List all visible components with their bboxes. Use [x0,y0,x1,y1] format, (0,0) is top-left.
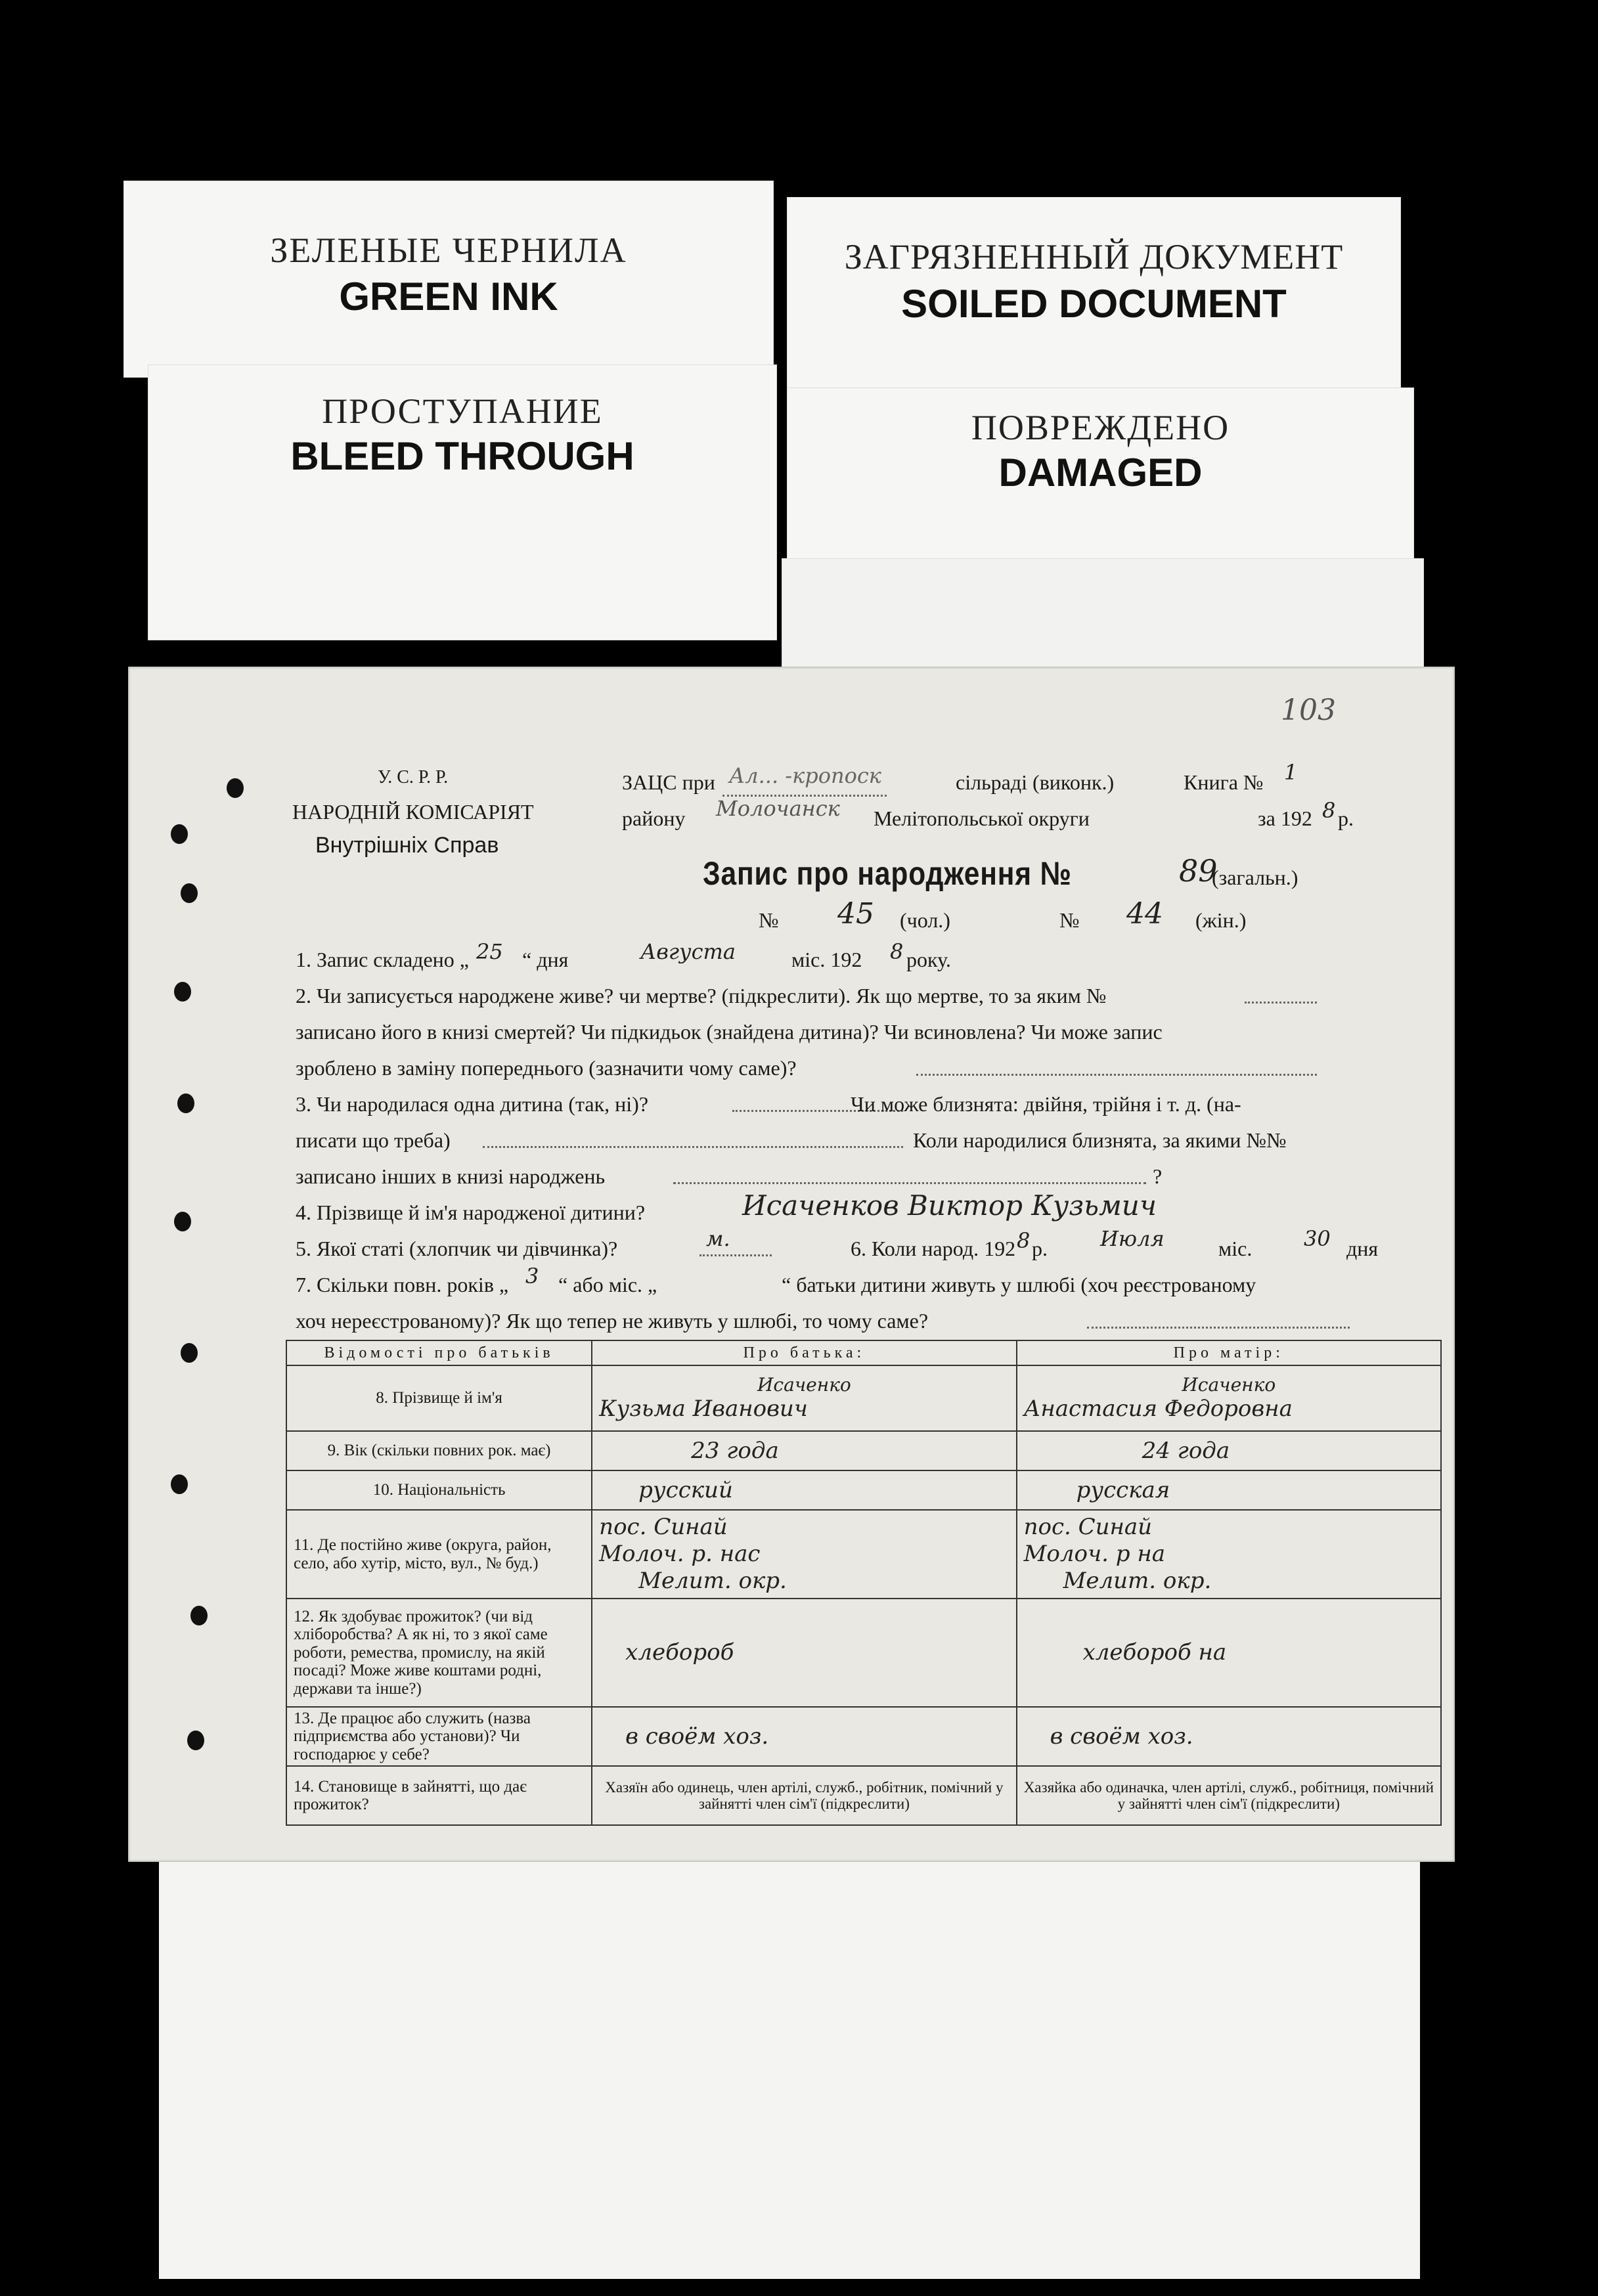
zhin-label: (жін.) [1195,908,1247,932]
card-label-ru: ЗАГРЯЗНЕННЫЙ ДОКУМЕНТ [844,237,1344,276]
card-label-ru: ПРОСТУПАНИЕ [322,391,603,431]
mother-cell [1017,1470,1441,1510]
notice-card-bleed-through [148,364,777,640]
binding-hole [174,982,191,1002]
line3-text-a-right: Чи може близнята: двійня, трійня і т. д. (на- [851,1092,1241,1116]
dotted-line [699,1254,772,1256]
record-number: 89 [1179,853,1218,889]
binding-hole [174,1212,191,1231]
year-suffix: р. [1338,806,1354,830]
dotted-line [1087,1327,1350,1329]
line4-label: 4. Прізвище й ім'я народженої дитини? [296,1201,646,1224]
table-row [286,1470,1441,1510]
raion-value: Молочанск [716,796,840,821]
binding-hole [181,1343,198,1363]
notice-card-soiled [787,197,1401,394]
chol-no-label: № [759,908,779,932]
card-label-ru: ПОВРЕЖДЕНО [971,408,1230,447]
zhin-number: 44 [1126,897,1163,931]
binding-hole [177,1093,194,1113]
row-label: 10. Національність [286,1470,592,1510]
father-nationality: русский [638,1476,733,1503]
birth-month: Июля [1100,1226,1165,1251]
binding-hole [181,883,198,903]
father-cell [592,1599,1016,1707]
father-address-line: Мелит. окр. [638,1567,787,1594]
line1-year-label: міс. 192 [791,948,862,971]
father-address-line: Молоч. р. нас [599,1541,761,1568]
mother-nationality: русская [1076,1476,1170,1503]
father-name: Кузьма Иванович [599,1396,808,1423]
line3-text-c: записано інших в книзі народжень [296,1164,606,1188]
record-month: Августа [640,939,736,964]
line6-day-label: дня [1346,1237,1379,1260]
mother-age: 24 года [1142,1437,1230,1464]
binding-hole [190,1606,208,1625]
father-cell [592,1510,1016,1599]
row-label: 14. Становище в зайнятті, що дає прожиток? [286,1766,592,1825]
year-label: за 192 [1258,806,1312,830]
mother-address-line: пос. Синай [1023,1514,1153,1541]
page-number: 103 [1281,694,1336,727]
birth-record-document [128,667,1455,1862]
dotted-line [483,1146,903,1148]
father-age: 23 года [691,1437,779,1464]
kniga-label: Книга № [1184,770,1264,794]
mother-occupation: хлебороб на [1082,1639,1227,1666]
line2-text-a: 2. Чи записується народжене живе? чи мертве? (підкреслити). Як що мертве, то за яким № [296,984,1107,1007]
line2-text-c: зроблено в заміну попереднього (зазначити чому саме)? [296,1056,797,1080]
dotted-line [1245,1002,1317,1004]
father-cell [592,1431,1016,1470]
binding-hole [171,1474,188,1494]
line2-text-b: записано його в книзі смертей? Чи підкидьок (знайдена дитина)? Чи всиновлена? Чи може запис [296,1020,1163,1044]
father-occupation: хлебороб [625,1639,734,1666]
line3-text-c-right: ? [1153,1164,1163,1188]
mother-cell [1017,1431,1441,1470]
col-header-info: Відомості про батьків [286,1340,592,1365]
record-day: 25 [476,939,503,964]
card-label-en: BLEED THROUGH [290,434,634,478]
col-header-mother: Про матір: [1017,1340,1441,1365]
card-label-en: GREEN INK [339,275,558,319]
line6-month-label: міс. [1218,1237,1253,1260]
table-row [286,1510,1441,1599]
record-year: 8 [890,939,904,964]
card-label-ru: ЗЕЛЕНЫЕ ЧЕРНИЛА [270,231,627,270]
zags-value: Ал... -кропоск [729,763,881,788]
header-ussr: У. С. Р. Р. [378,767,449,787]
chol-number: 45 [837,897,874,931]
line6-year-suffix: р. [1032,1237,1048,1260]
row-label: 8. Прізвище й ім'я [286,1365,592,1431]
binding-hole [171,824,188,844]
mother-surname: Исаченко [1182,1373,1276,1396]
line6-label: 6. Коли народ. 192 [851,1237,1016,1260]
table-header-row [286,1340,1441,1365]
mother-cell [1017,1365,1441,1431]
line7-label: 7. Скільки повн. років „ [296,1273,509,1296]
mother-cell [1017,1599,1441,1707]
binding-hole [187,1731,204,1750]
table-row [286,1431,1441,1470]
notice-card-green-ink [123,181,774,378]
okrug-label: Мелітопольської округи [874,806,1090,830]
row-label: 12. Як здобуває прожиток? (чи від хліборобства? А як ні, то з якої саме роботи, ремества, промислу, на якій посаді? Може живе коштами родні, держави та інше?) [286,1599,592,1707]
binding-hole [227,778,244,798]
table-row [286,1707,1441,1766]
header-internal-affairs: Внутрішніх Справ [315,833,499,858]
line3-text-a: 3. Чи народилася одна дитина (так, ні)? [296,1092,649,1116]
parents-table [286,1340,1442,1826]
father-address-line: пос. Синай [599,1514,728,1541]
backing-paper [159,1806,1420,2279]
col-header-father: Про батька: [592,1340,1016,1365]
card-label-en: SOILED DOCUMENT [901,282,1287,326]
year-value: 8 [1322,798,1336,823]
mother-employment-status: Хазяйка або одиначка, член артілі, служб., робітниця, помічний у зайнятті член сім'ї (підкреслити) [1017,1766,1441,1825]
table-row [286,1766,1441,1825]
child-sex: м. [706,1226,730,1251]
mother-cell [1017,1707,1441,1766]
birth-year: 8 [1017,1228,1031,1253]
table-row [286,1599,1441,1707]
zhin-no-label: № [1059,908,1080,932]
zagaln-label: (загальн.) [1212,866,1298,889]
mother-name: Анастасия Федоровна [1023,1396,1293,1423]
line1-label: 1. Запис складено „ [296,948,469,971]
line7-text-d: хоч нереєстрованому)? Як що тепер не живуть у шлюбі, то чому саме? [296,1309,929,1333]
father-cell [592,1470,1016,1510]
dotted-line [673,1182,1146,1184]
line7-months-label: “ або міс. „ [558,1273,657,1296]
mother-workplace: в своём хоз. [1050,1723,1193,1750]
card-label-en: DAMAGED [998,451,1203,495]
chol-label: (чол.) [900,908,950,932]
child-name: Исаченков Виктор Кузьмич [742,1189,1157,1222]
line3-text-b-right: Коли народилися близнята, за якими №№ [913,1128,1287,1152]
raion-label: району [622,806,686,830]
birth-day: 30 [1304,1226,1331,1251]
dotted-line [916,1074,1317,1076]
line5-label: 5. Якої статі (хлопчик чи дівчинка)? [296,1237,618,1260]
zags-label: ЗАЦС при [622,770,715,794]
father-surname: Исаченко [757,1373,851,1396]
line1-suffix: року. [906,948,951,971]
line7-text-c: “ батьки дитини живуть у шлюбі (хоч реєстрованому [782,1273,1256,1296]
header-commissariat: НАРОДНІЙ КОМІСАРІЯТ [292,800,534,824]
row-label: 11. Де постійно живе (округа, район, село, або хутір, місто, вул., № буд.) [286,1510,592,1599]
row-label: 9. Вік (скільки повних рок. має) [286,1431,592,1470]
line1-day-label: “ дня [522,948,569,971]
line3-text-b: писати що треба) [296,1128,451,1152]
kniga-value: 1 [1284,760,1298,785]
table-row [286,1365,1441,1431]
father-workplace: в своём хоз. [625,1723,769,1750]
father-employment-status: Хазяїн або одинець, член артілі, служб., робітник, помічний у зайнятті член сім'ї (підкреслити) [592,1766,1016,1825]
silradi-label: сільраді (виконк.) [956,770,1115,794]
mother-cell [1017,1510,1441,1599]
mother-address-line: Мелит. окр. [1063,1567,1212,1594]
father-cell [592,1707,1016,1766]
father-cell [592,1365,1016,1431]
mother-address-line: Молоч. р на [1023,1541,1165,1568]
record-title: Запис про народження № [703,855,1072,892]
row-label: 13. Де працює або служить (назва підприємства або установи)? Чи господарює у себе? [286,1707,592,1766]
marriage-years: 3 [525,1264,539,1289]
